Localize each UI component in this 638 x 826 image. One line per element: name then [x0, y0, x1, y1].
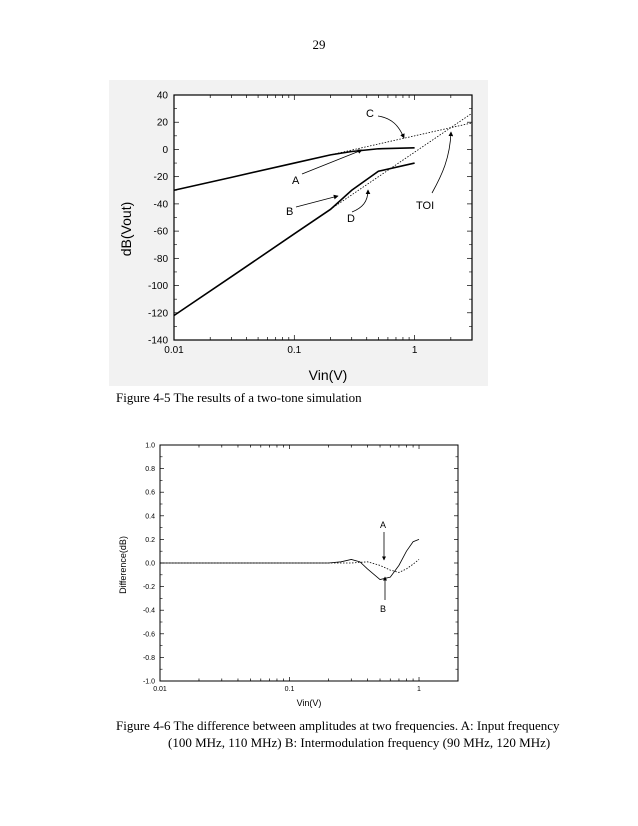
figure1-ylabel: dB(Vout) [118, 201, 134, 257]
y-tick-label: 0.8 [145, 466, 155, 474]
y-tick-label: -1.0 [142, 678, 155, 686]
page-number: 29 [312, 37, 326, 52]
x-tick-label: 1 [417, 686, 421, 693]
annotation-A: A [380, 520, 387, 530]
annotation-B: B [380, 604, 387, 614]
y-tick-label: -60 [153, 226, 168, 238]
y-tick-label: -40 [153, 199, 168, 211]
annotation-C: C [366, 108, 374, 120]
y-tick-label: 0.6 [145, 489, 155, 497]
x-tick-label: 0.01 [164, 345, 184, 356]
annotation-A: A [292, 175, 300, 187]
y-tick-label: -140 [147, 335, 168, 347]
y-tick-label: -0.8 [142, 654, 155, 662]
figure2-caption-line1: Figure 4-6 The difference between amplitudes at two frequencies. A: Input frequency [116, 718, 560, 733]
y-tick-label: 0 [162, 144, 168, 156]
y-tick-label: -0.2 [142, 584, 155, 592]
y-tick-label: -0.4 [142, 607, 155, 615]
y-tick-label: 1.0 [145, 442, 155, 450]
y-tick-label: 0.2 [145, 536, 155, 544]
annotation-D: D [347, 213, 355, 225]
x-tick-label: 0.1 [287, 345, 302, 356]
y-tick-label: -100 [147, 281, 168, 293]
figure2-ylabel: Difference(dB) [118, 536, 128, 594]
y-tick-label: -20 [153, 172, 168, 184]
x-tick-label: 0.01 [153, 686, 167, 693]
y-tick-label: -80 [153, 253, 168, 265]
annotation-B: B [286, 206, 294, 218]
figure2-xlabel: Vin(V) [296, 698, 322, 708]
figure1-xlabel: Vin(V) [308, 367, 348, 383]
x-tick-label: 0.1 [284, 686, 295, 693]
y-tick-label: 20 [156, 117, 168, 129]
y-tick-label: -0.6 [142, 631, 155, 639]
x-tick-label: 1 [411, 345, 418, 356]
y-tick-label: 0.4 [145, 513, 155, 521]
y-tick-label: 0.0 [145, 560, 155, 568]
figure2-caption-line2: (100 MHz, 110 MHz) B: Intermodulation frequency (90 MHz, 120 MHz) [168, 735, 551, 750]
y-tick-label: 40 [156, 90, 168, 102]
figure1-caption: Figure 4-5 The results of a two-tone simulation [116, 390, 362, 405]
y-tick-label: -120 [147, 308, 168, 320]
annotation-TOI: TOI [416, 200, 435, 212]
